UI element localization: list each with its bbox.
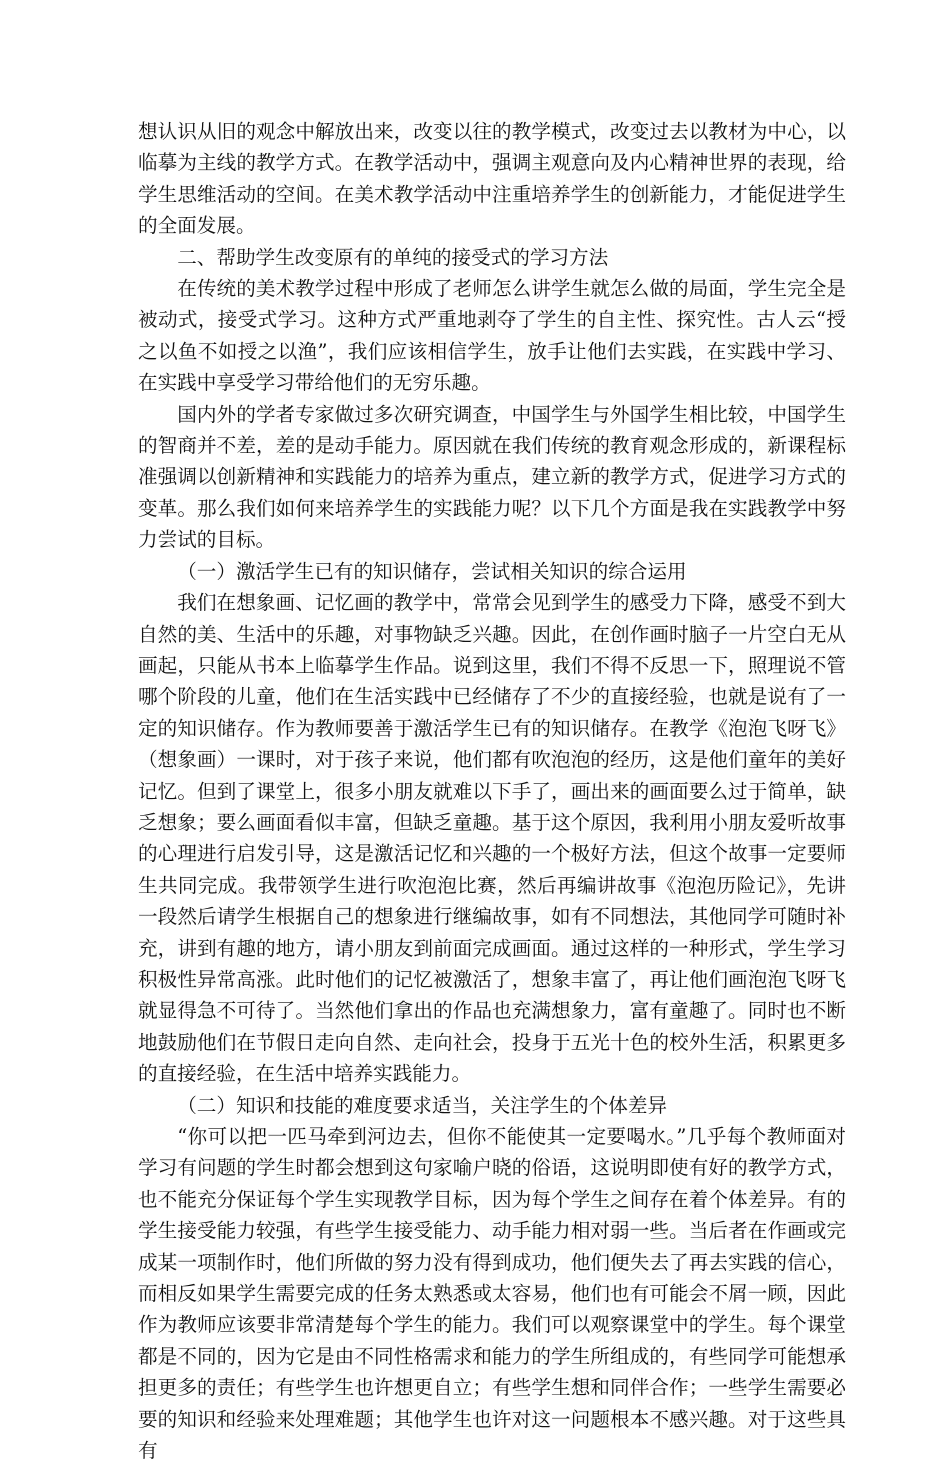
paragraph: “你可以把一匹马牵到河边去，但你不能使其一定要喝水。”几乎每个教师面对学习有问题的学生时都会想到这句家喻户晓的俗语，这说明即使有好的教学方式，也不能充分保证每个学生实现教学目标，因为每个学生之间存在着个体差异。有的学生接受能力较强，有些学生接受能力、动手能力相对弱一些。当后者在作画或完成某一项制作时，他们所做的努力没有得到成功，他们便失去了再去实践的信心，而相反如果学生需要完成的任务太熟悉或太容易，他们也有可能会不屑一顾，因此作为教师应该要非常清楚每个学生的能力。我们可以观察课堂中的学生。每个课堂都是不同的，因为它是由不同性格需求和能力的学生所组成的，有些同学可能想承担更多的责任；有些学生也许想更自立；有些学生想和同伴合作；一些学生需要必要的知识和经验来处理难题；其他学生也许对这一问题根本不感兴趣。对于这些具有 (138, 1125, 846, 1463)
subsection-heading-1: （一）激活学生已有的知识储存，尝试相关知识的综合运用 (177, 559, 687, 583)
paragraph: 在传统的美术教学过程中形成了老师怎么讲学生就怎么做的局面，学生完全是被动式，接受式学习。这种方式严重地剥夺了学生的自主性、探究性。古人云“授之以鱼不如授之以渔”，我们应该相信学生，放手让他们去实践，在实践中学习、在实践中享受学习带给他们的无穷乐趣。 (138, 277, 846, 395)
paragraph: 我们在想象画、记忆画的教学中，常常会见到学生的感受力下降，感受不到大自然的美、生活中的乐趣，对事物缺乏兴趣。因此，在创作画时脑子一片空白无从画起，只能从书本上临摹学生作品。说到这里，我们不得不反思一下，照理说不管哪个阶段的儿童，他们在生活实践中已经储存了不少的直接经验，也就是说有了一定的知识储存。作为教师要善于激活学生已有的知识储存。在教学《泡泡飞呀飞》（想象画）一课时，对于孩子来说，他们都有吹泡泡的经历，这是他们童年的美好记忆。但到了课堂上，很多小朋友就难以下手了，画出来的画面要么过于简单，缺乏想象；要么画面看似丰富，但缺乏童趣。基于这个原因，我利用小朋友爱听故事的心理进行启发引导，这是激活记忆和兴趣的一个极好方法，但这个故事一定要师生共同完成。我带领学生进行吹泡泡比赛，然后再编讲故事《泡泡历险记》，先讲一段然后请学生根据自己的想象进行继编故事，如有不同想法，其他同学可随时补充，讲到有趣的地方，请小朋友到前面完成画面。通过这样的一种形式，学生学习积极性异常高涨。此时他们的记忆被激活了，想象丰富了，再让他们画泡泡飞呀飞就显得急不可待了。当然他们拿出的作品也充满想象力，富有童趣了。同时也不断地鼓励他们在节假日走向自然、走向社会，投身于五光十色的校外生活，积累更多的直接经验，在生活中培养实践能力。 (138, 591, 846, 1086)
section-heading-2: 二、帮助学生改变原有的单纯的接受式的学习方法 (177, 245, 609, 269)
paragraph: 国内外的学者专家做过多次研究调查，中国学生与外国学生相比较，中国学生的智商并不差，差的是动手能力。原因就在我们传统的教育观念形成的，新课程标准强调以创新精神和实践能力的培养为重点，建立新的教学方式，促进学习方式的变革。那么我们如何来培养学生的实践能力呢？以下几个方面是我在实践教学中努力尝试的目标。 (138, 402, 846, 552)
subsection-heading-2: （二）知识和技能的难度要求适当，关注学生的个体差异 (177, 1093, 668, 1117)
document-body (138, 116, 846, 1466)
paragraph-continuation: 想认识从旧的观念中解放出来，改变以往的教学模式，改变过去以教材为中心，以临摹为主线的教学方式。在教学活动中，强调主观意向及内心精神世界的表现，给学生思维活动的空间。在美术教学活动中注重培养学生的创新能力，才能促进学生的全面发展。 (138, 120, 846, 238)
